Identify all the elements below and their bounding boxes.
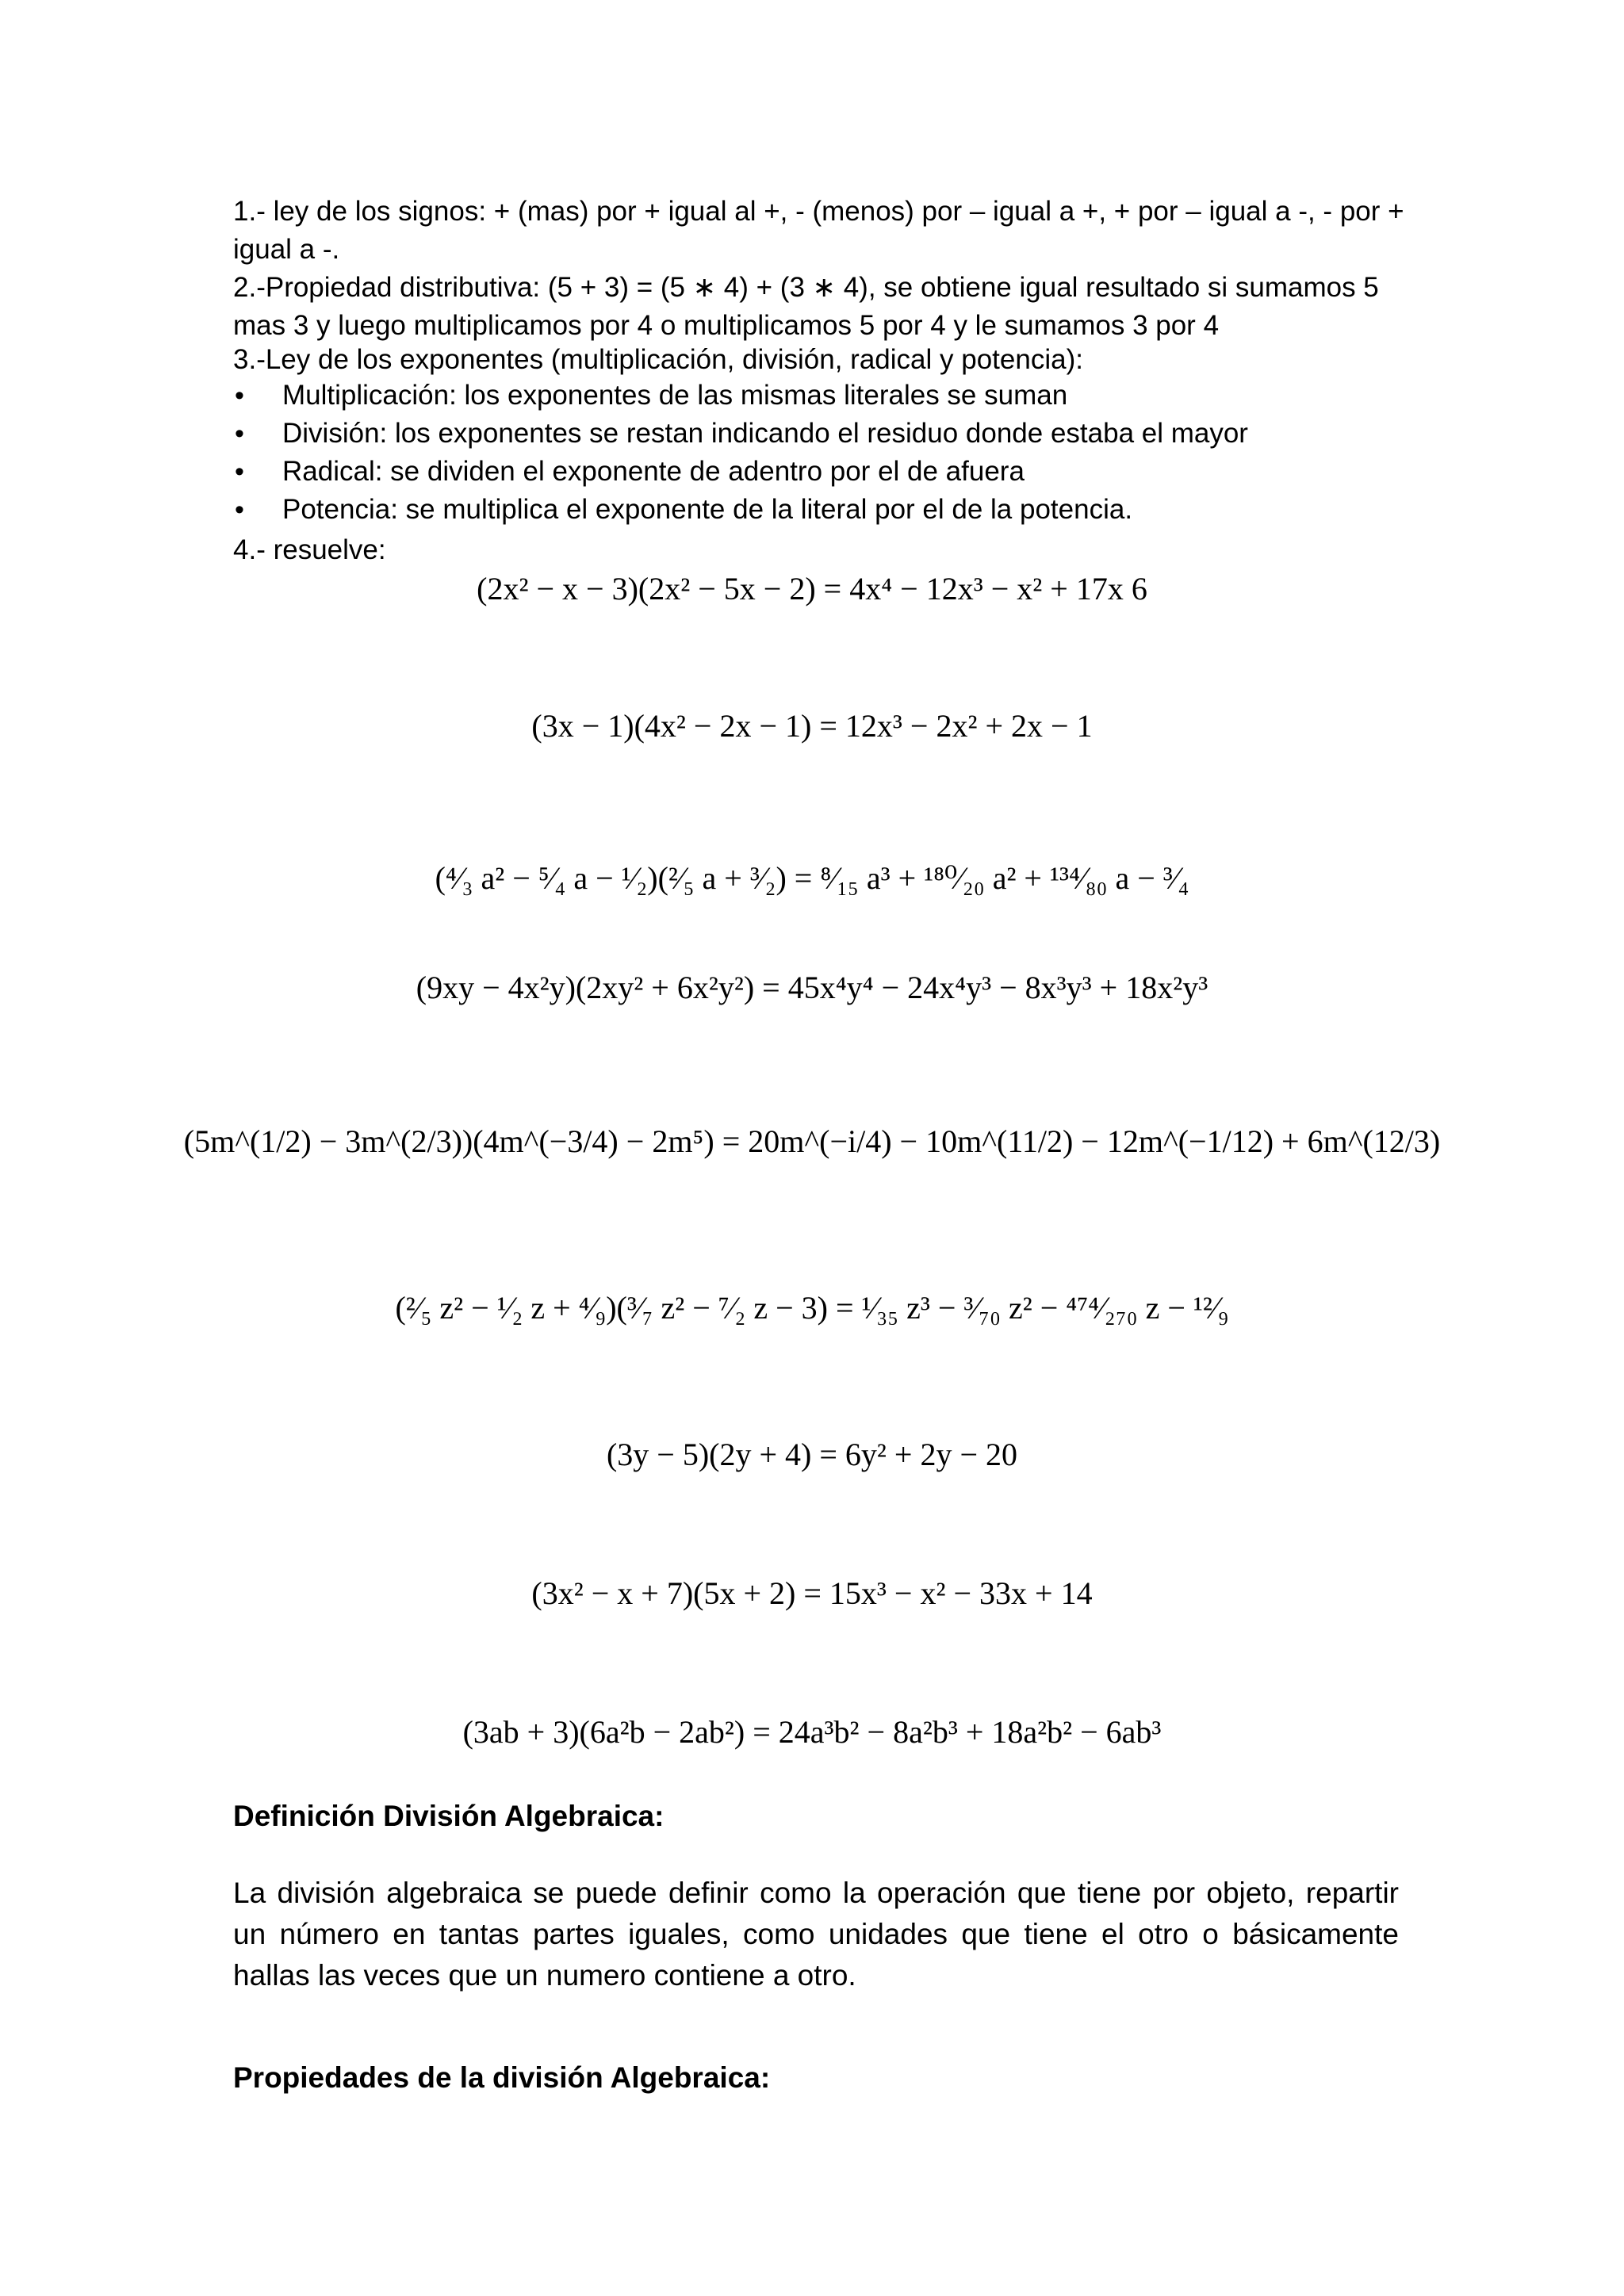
paragraph-line: hallas las veces que un numero contiene a otro. — [233, 1959, 856, 1992]
resuelve-label: 4.- resuelve: — [233, 534, 386, 565]
signs-law-line-1: 1.- ley de los signos: + (mas) por + igual al +, - (menos) por – igual a +, + por – igual a -, - por + — [233, 196, 1404, 227]
equation-9: (3ab + 3)(6a²b − 2ab²) = 24a³b² − 8a²b³ + 18a²b² − 6ab³ — [462, 1714, 1162, 1750]
equation-4: (9xy − 4x²y)(2xy² + 6x²y²) = 45x⁴y⁴ − 24x⁴y³ − 8x³y³ + 18x²y³ — [416, 970, 1208, 1005]
equation-1: (2x² − x − 3)(2x² − 5x − 2) = 4x⁴ − 12x³ − x² + 17x 6 — [477, 571, 1147, 607]
exponent-law-title: 3.-Ley de los exponentes (multiplicación, división, radical y potencia): — [233, 344, 1083, 375]
definition-paragraph — [233, 1873, 1399, 1996]
distributive-line-1: 2.-Propiedad distributiva: (5 + 3) = (5 ∗ 4) + (3 ∗ 4), se obtiene igual resultado si sumamos 5 — [233, 272, 1379, 303]
exponent-rules-list — [233, 377, 1248, 529]
equation-5: (5m^(1/2) − 3m^(2/3))(4m^(−3/4) − 2m⁵) = 20m^(−i/4) − 10m^(11/2) − 12m^(−1/12) + 6m^(12/3) — [183, 1123, 1441, 1159]
distributive-line-2: mas 3 y luego multiplicamos por 4 o multiplicamos 5 por 4 y le sumamos 3 por 4 — [233, 310, 1220, 341]
list-item: • Multiplicación: los exponentes de las mismas literales se suman — [233, 377, 1248, 415]
list-item: • Potencia: se multiplica el exponente de la literal por el de la potencia. — [233, 491, 1248, 529]
equation-8: (3x² − x + 7)(5x + 2) = 15x³ − x² − 33x + 14 — [531, 1575, 1093, 1611]
equation-2: (3x − 1)(4x² − 2x − 1) = 12x³ − 2x² + 2x − 1 — [531, 708, 1093, 744]
definition-heading: Definición División Algebraica: — [233, 1800, 665, 1832]
signs-law-line-2: igual a -. — [233, 234, 340, 265]
equation-6: (²⁄₅ z² − ¹⁄₂ z + ⁴⁄₉)(³⁄₇ z² − ⁷⁄₂ z − 3) = ¹⁄₃₅ z³ − ³⁄₇₀ z² − ⁴⁷⁴⁄₂₇₀ z − ¹²⁄₉ — [395, 1290, 1229, 1326]
paragraph-line: un número en tantas partes iguales, como unidades que tiene el otro o básicamente — [233, 1918, 1399, 1950]
equation-7: (3y − 5)(2y + 4) = 6y² + 2y − 20 — [606, 1437, 1018, 1472]
list-item: • División: los exponentes se restan indicando el residuo donde estaba el mayor — [233, 415, 1248, 453]
properties-heading: Propiedades de la división Algebraica: — [233, 2061, 771, 2094]
paragraph-line: La división algebraica se puede definir como la operación que tiene por objeto, repartir — [233, 1877, 1399, 1909]
equation-3: (⁴⁄₃ a² − ⁵⁄₄ a − ¹⁄₂)(²⁄₅ a + ³⁄₂) = ⁸⁄₁₅ a³ + ¹⁸⁰⁄₂₀ a² + ¹³⁴⁄₈₀ a − ³⁄₄ — [435, 860, 1189, 896]
list-item: • Radical: se dividen el exponente de adentro por el de afuera — [233, 453, 1248, 491]
